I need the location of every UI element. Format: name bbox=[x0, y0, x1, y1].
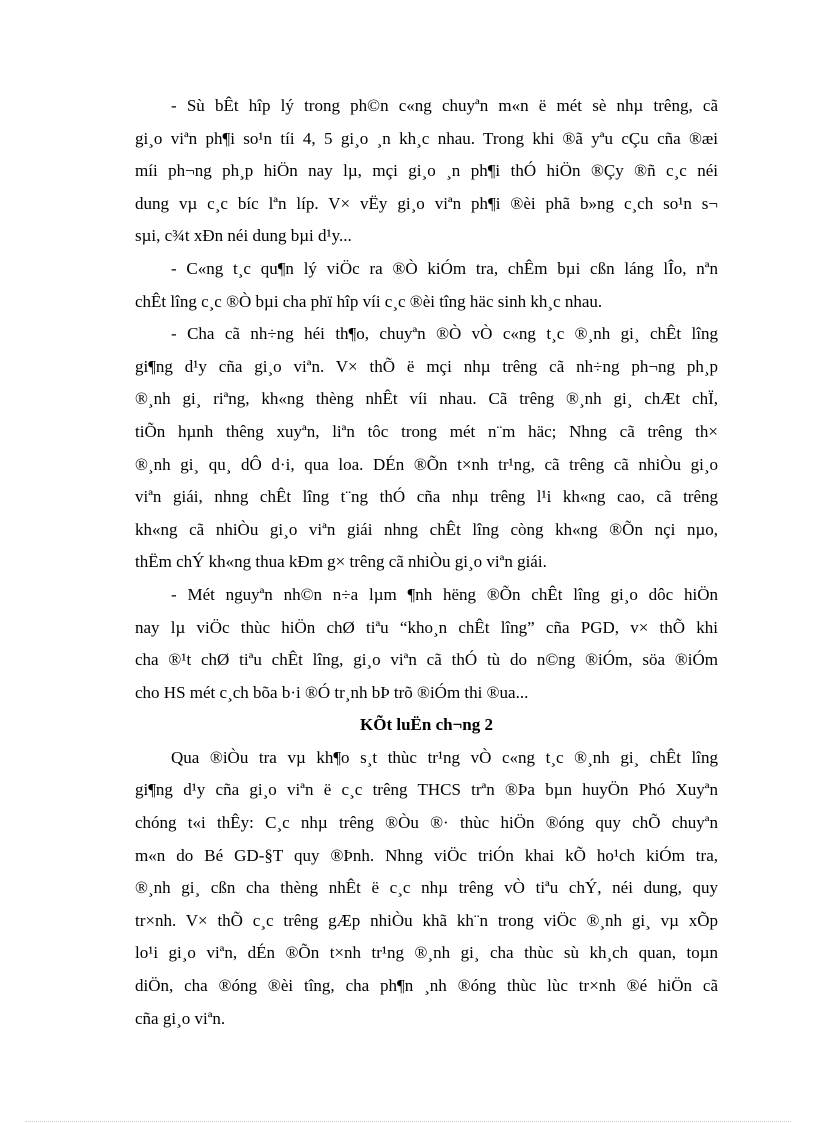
text-line: nay lµ viÖc thùc hiÖn chØ tiªu “kho¸n chÊt lîng” cña PGD, v× thÕ khi bbox=[135, 617, 718, 637]
paragraph-3 bbox=[135, 318, 718, 579]
text-line: thËm chÝ kh«ng thua kÐm g× trêng cã nhiÒu gi¸o viªn giái. bbox=[135, 552, 547, 572]
text-line: dung vµ c¸c bíc lªn líp. V× vËy gi¸o viªn ph¶i ®èi phã b»ng c¸ch so¹n s¬ bbox=[135, 193, 718, 213]
text-line: Qua ®iÒu tra vµ kh¶o s¸t thùc tr¹ng vÒ c«ng t¸c ®¸nh gi¸ chÊt lîng bbox=[171, 747, 718, 767]
text-line: ®¸nh gi¸ qu¸ dÔ d·i, qua loa. DÉn ®Õn t×nh tr¹ng, cã trêng cã nhiÒu gi¸o bbox=[135, 454, 718, 474]
text-line: cña gi¸o viªn. bbox=[135, 1008, 226, 1028]
text-line: diÖn, cha ®óng ®èi tîng, cha ph¶n ¸nh ®óng thùc lùc tr×nh ®é hiÖn cã bbox=[135, 976, 718, 996]
text-line: tiÕn hµnh thêng xuyªn, liªn tôc trong mét n¨m häc; Nhng cã trêng th× bbox=[135, 421, 718, 441]
text-line: m«n do Bé GD-§T quy ®Þnh. Nhng viÖc triÓn khai kÕ ho¹ch kiÓm tra, bbox=[135, 845, 718, 865]
paragraph-2 bbox=[135, 253, 718, 318]
text-line: míi ph¬ng ph¸p hiÖn nay lµ, mçi gi¸o ¸n ph¶i thÓ hiÖn ®Çy ®ñ c¸c néi bbox=[135, 161, 718, 181]
conclusion-paragraph bbox=[135, 742, 718, 1035]
text-line: lo¹i gi¸o viªn, dÉn ®Õn t×nh tr¹ng ®¸nh gi¸ cha thùc sù kh¸ch quan, toµn bbox=[135, 943, 718, 963]
text-line: cho HS mét c¸ch bõa b·i ®Ó tr¸nh bÞ trõ ®iÓm thi ®ua... bbox=[135, 682, 529, 702]
text-line: cha ®¹t chØ tiªu chÊt lîng, gi¸o viªn cã thÓ tù do n©ng ®iÓm, söa ®iÓm bbox=[135, 650, 718, 670]
text-line: gi¸o viªn ph¶i so¹n tíi 4, 5 gi¸o ¸n kh¸c nhau. Trong khi ®ã yªu cÇu cña ®æi bbox=[135, 128, 718, 148]
section-heading: KÕt luËn ch¬ng 2 bbox=[360, 715, 493, 735]
text-line: ®¸nh gi¸ riªng, kh«ng thèng nhÊt víi nhau. Cã trêng ®¸nh gi¸ chÆt chÏ, bbox=[135, 389, 718, 409]
text-line: - Sù bÊt hîp lý trong ph©n c«ng chuyªn m«n ë mét sè nhµ trêng, cã bbox=[171, 96, 718, 115]
page-bottom-divider bbox=[25, 1121, 791, 1122]
text-line: - Cha cã nh÷ng héi th¶o, chuyªn ®Ò vÒ c«ng t¸c ®¸nh gi¸ chÊt lîng bbox=[171, 324, 718, 344]
paragraph-1 bbox=[135, 90, 718, 253]
text-line: sµi, c¾t xÐn néi dung bµi d¹y... bbox=[135, 226, 352, 246]
text-line: - C«ng t¸c qu¶n lý viÖc ra ®Ò kiÓm tra, chÊm bµi cßn láng lÎo, nªn bbox=[171, 258, 718, 278]
text-line: viªn giái, nhng chÊt lîng t¨ng thÓ cña nhµ trêng l¹i kh«ng cao, cã trêng bbox=[135, 487, 718, 507]
text-line: kh«ng cã nhiÒu gi¸o viªn giái nhng chÊt lîng còng kh«ng ®Õn nçi nµo, bbox=[135, 519, 718, 539]
text-line: gi¶ng d¹y cña gi¸o viªn ë c¸c trêng THCS trªn ®Þa bµn huyÖn Phó Xuyªn bbox=[135, 780, 718, 800]
text-line: chÊt lîng c¸c ®Ò bµi cha phï hîp víi c¸c ®èi tîng häc sinh kh¸c nhau. bbox=[135, 291, 603, 311]
paragraph-4 bbox=[135, 579, 718, 709]
text-line: ®¸nh gi¸ cßn cha thèng nhÊt ë c¸c nhµ trêng vÒ tiªu chÝ, néi dung, quy bbox=[135, 878, 718, 898]
text-line: gi¶ng d¹y cña gi¸o viªn. V× thÕ ë mçi nhµ trêng cã nh÷ng ph¬ng ph¸p bbox=[135, 356, 718, 376]
text-line: tr×nh. V× thÕ c¸c trêng gÆp nhiÒu khã kh¨n trong viÖc ®¸nh gi¸ vµ xÕp bbox=[135, 910, 718, 930]
document-body bbox=[135, 90, 718, 1035]
text-line: - Mét nguyªn nh©n n÷a lµm ¶nh hëng ®Õn chÊt lîng gi¸o dôc hiÖn bbox=[171, 584, 718, 604]
text-line: chóng t«i thÊy: C¸c nhµ trêng ®Òu ®· thùc hiÖn ®óng quy chÕ chuyªn bbox=[135, 813, 718, 833]
